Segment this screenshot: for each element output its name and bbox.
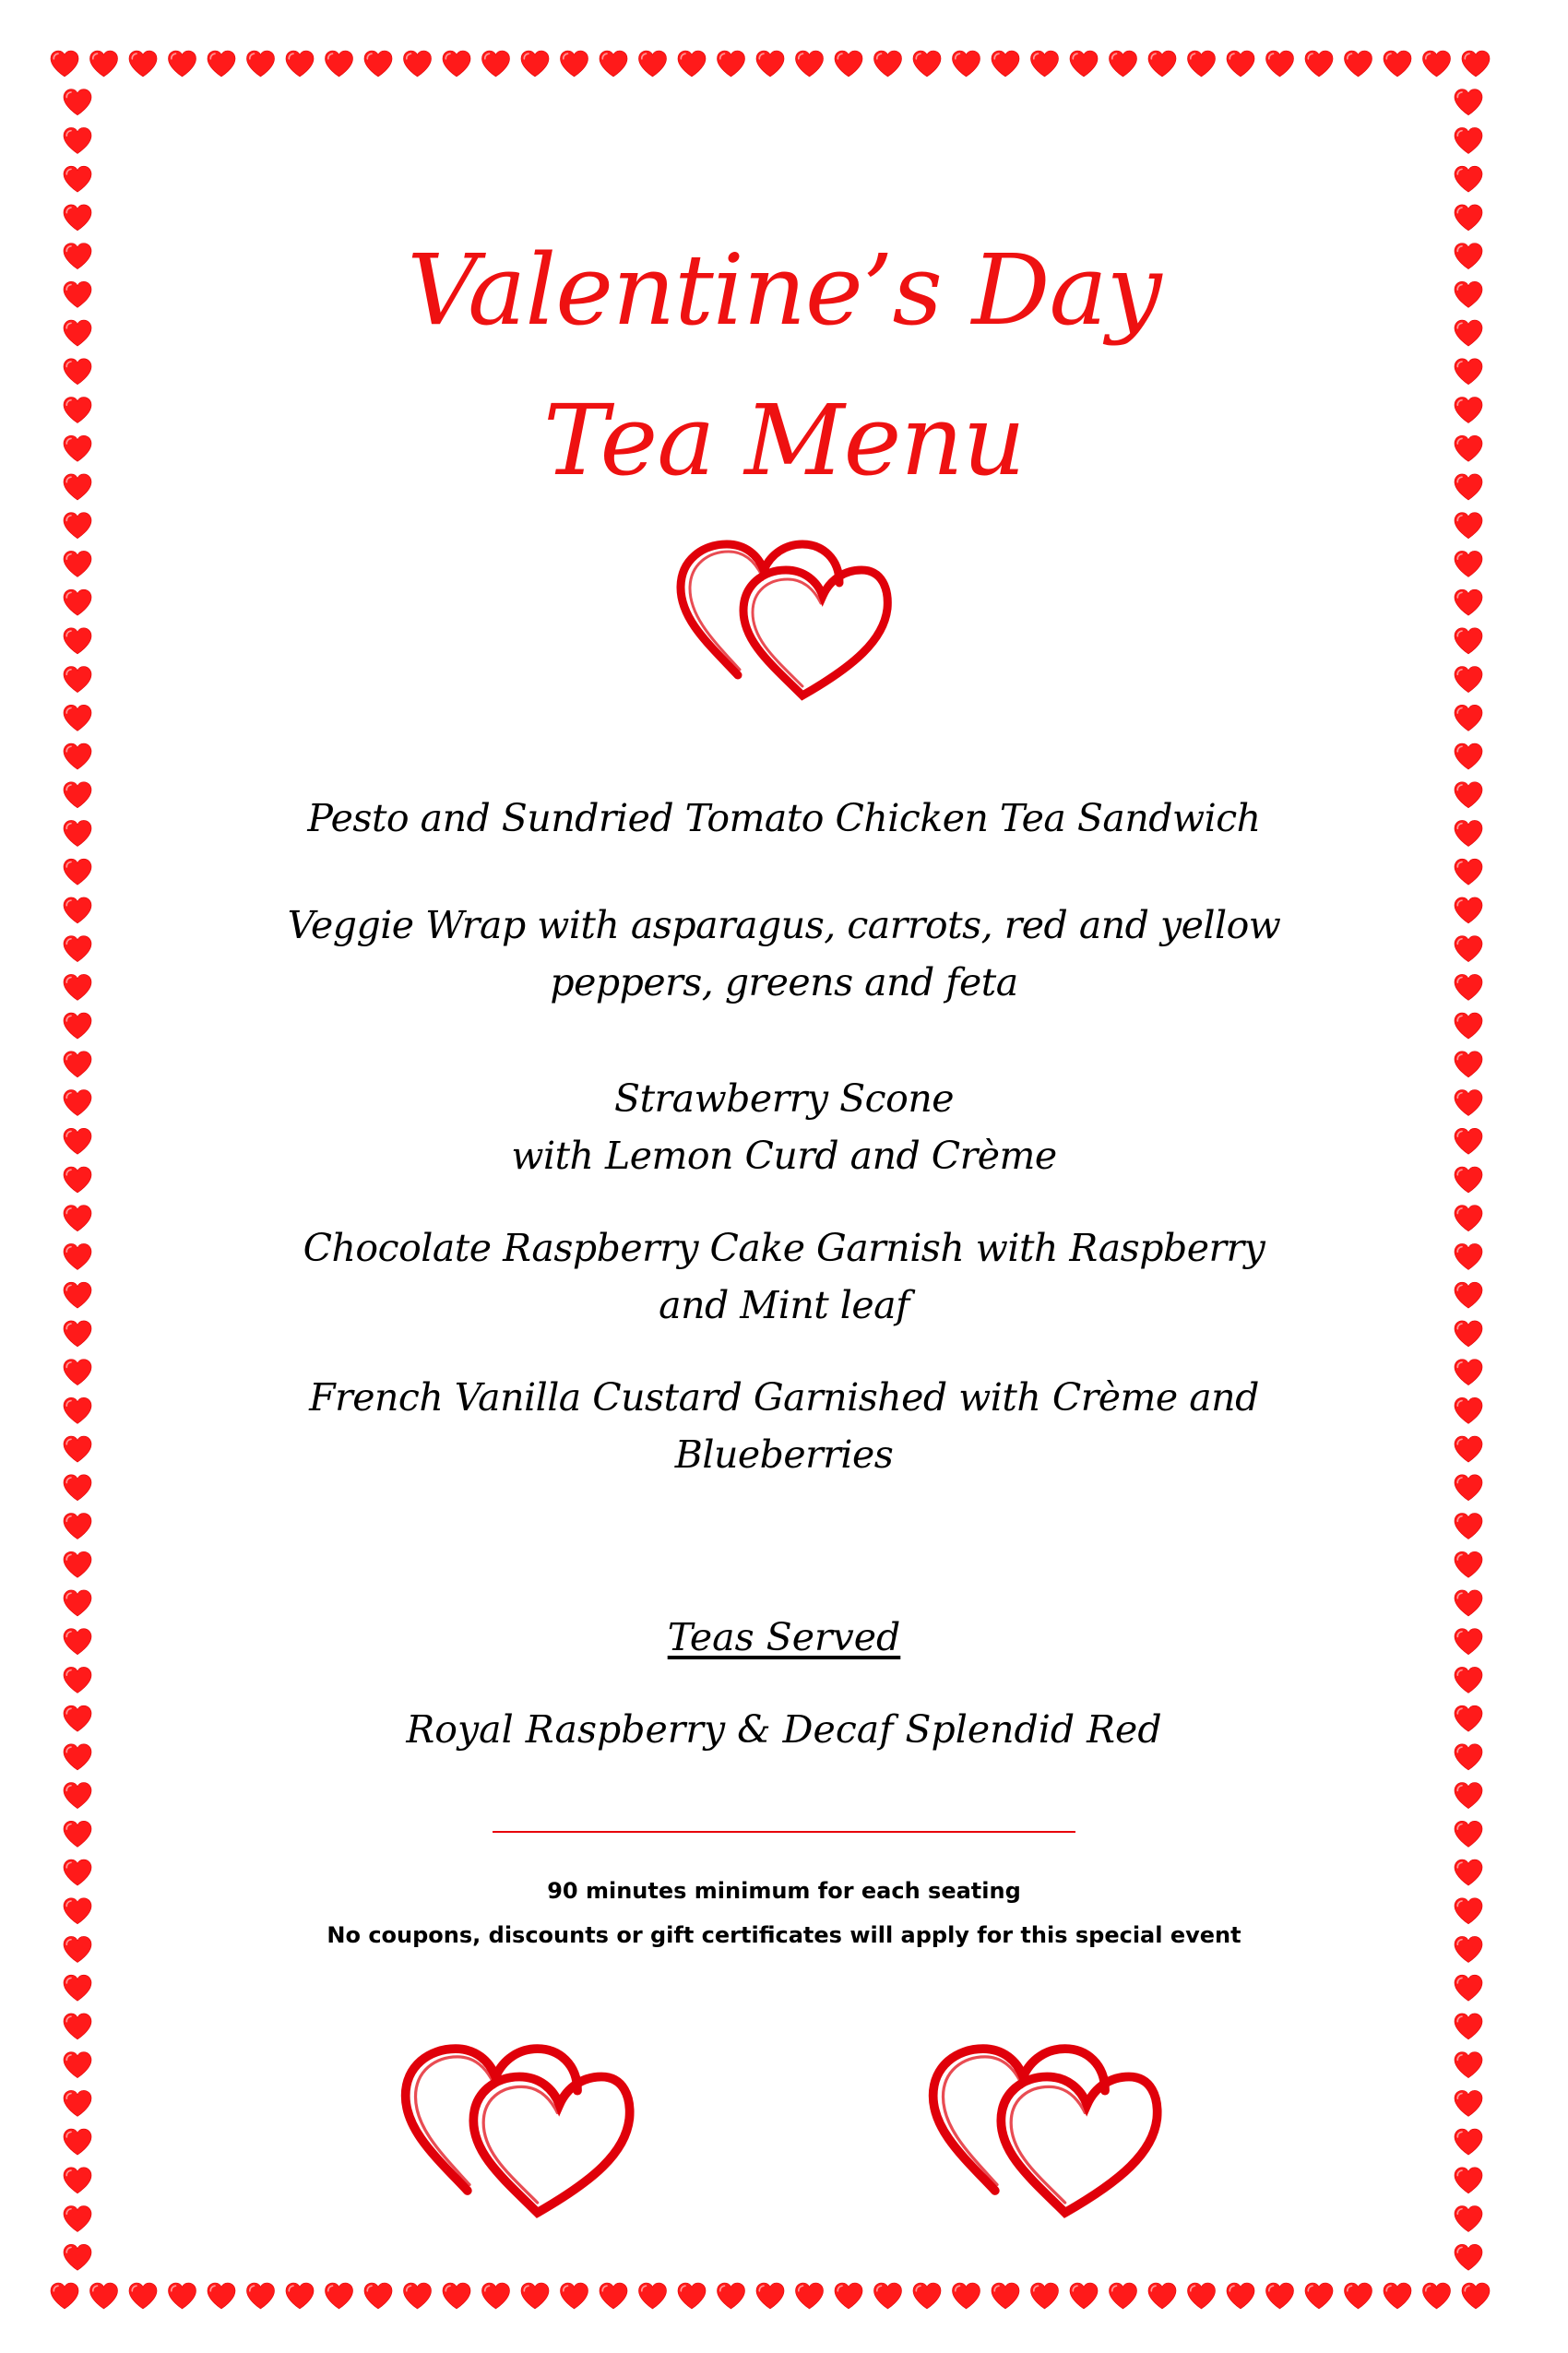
double-heart-icon (673, 537, 895, 703)
menu-item-line: and Mint leaf (659, 1283, 909, 1327)
heart-icon (64, 1514, 91, 1539)
heart-icon (1455, 1167, 1482, 1193)
heart-icon (64, 1475, 91, 1501)
menu-item-line: Pesto and Sundried Tomato Chicken Tea Sandwich (307, 796, 1261, 840)
heart-icon (64, 2206, 91, 2232)
heart-icon (169, 51, 196, 77)
heart-icon (1455, 589, 1482, 615)
menu-item-line: Blueberries (674, 1432, 894, 1477)
heart-icon (1455, 628, 1482, 654)
heart-icon (443, 2283, 470, 2309)
page-title-line-1 (0, 233, 1568, 347)
heart-icon (835, 51, 862, 77)
heart-icon (1455, 2014, 1482, 2039)
heart-icon (51, 2283, 78, 2309)
heart-icon (1462, 51, 1490, 77)
heart-icon (169, 2283, 196, 2309)
divider (493, 1831, 1075, 1833)
heart-icon (64, 1128, 91, 1154)
heart-icon (64, 897, 91, 923)
heart-icon (1455, 1128, 1482, 1154)
heart-icon (1305, 51, 1333, 77)
heart-icon (953, 2283, 980, 2309)
heart-icon (874, 2283, 902, 2309)
heart-icon (1031, 2283, 1059, 2309)
heart-icon (1455, 1551, 1482, 1577)
heart-icon (600, 51, 627, 77)
heart-icon (953, 51, 980, 77)
heart-icon (1188, 51, 1216, 77)
heart-icon (64, 667, 91, 693)
heart-icon (482, 2283, 510, 2309)
heart-icon (64, 820, 91, 846)
heart-icon (64, 1321, 91, 1347)
heart-icon (1455, 820, 1482, 846)
heart-icon (1455, 2244, 1482, 2270)
heart-icon (1455, 127, 1482, 153)
menu-item (231, 897, 1337, 1011)
heart-icon (1455, 359, 1482, 385)
heart-icon (64, 1243, 91, 1269)
heart-icon (756, 51, 784, 77)
heart-icon (1455, 897, 1482, 923)
heart-icon (1455, 513, 1482, 539)
heart-icon (1455, 2129, 1482, 2155)
heart-icon (1148, 2283, 1176, 2309)
heart-icon (404, 2283, 432, 2309)
menu-item (231, 1070, 1337, 1184)
heart-icon (1455, 1397, 1482, 1423)
heart-icon (1455, 89, 1482, 115)
menu-item-line: peppers, greens and feta (550, 960, 1018, 1004)
heart-icon (1455, 1243, 1482, 1269)
heart-icon (64, 1206, 91, 1231)
menu-item (231, 790, 1337, 847)
heart-icon (404, 51, 432, 77)
heart-icon (64, 705, 91, 731)
heart-icon (796, 2283, 824, 2309)
heart-icon (1455, 1783, 1482, 1809)
heart-icon (64, 1783, 91, 1809)
heart-icon (1455, 1360, 1482, 1385)
heart-icon (1110, 51, 1137, 77)
double-heart-icon (398, 2038, 637, 2223)
menu-item (231, 1219, 1337, 1334)
heart-icon (1455, 1975, 1482, 2001)
title-text: Tea Menu (543, 384, 1025, 497)
heart-icon (1462, 2283, 1490, 2309)
heart-icon (1455, 1821, 1482, 1847)
heart-icon (1188, 2283, 1216, 2309)
heart-icon (64, 1167, 91, 1193)
heart-icon (639, 2283, 667, 2309)
heart-icon (874, 51, 902, 77)
heart-icon (1455, 743, 1482, 769)
heart-icon (482, 51, 510, 77)
heart-icon (64, 2014, 91, 2039)
heart-icon (796, 51, 824, 77)
heart-icon (1031, 51, 1059, 77)
heart-icon (1305, 2283, 1333, 2309)
heart-icon (1455, 705, 1482, 731)
heart-icon (64, 1052, 91, 1077)
heart-icon (1227, 51, 1254, 77)
heart-icon (992, 51, 1019, 77)
heart-icon (326, 51, 353, 77)
heart-icon (64, 1397, 91, 1423)
heart-icon (51, 51, 78, 77)
heart-icon (1455, 1206, 1482, 1231)
heart-icon (1455, 1090, 1482, 1116)
heart-icon (992, 2283, 1019, 2309)
heart-icon (561, 2283, 588, 2309)
heart-icon (64, 513, 91, 539)
heart-icon (1110, 2283, 1137, 2309)
heart-icon (561, 51, 588, 77)
heart-icon (1455, 205, 1482, 231)
heart-icon (1455, 2206, 1482, 2232)
heart-icon (64, 2090, 91, 2116)
heart-icon (64, 1360, 91, 1385)
heart-icon (756, 2283, 784, 2309)
heart-icon (247, 51, 275, 77)
teas-list: Royal Raspberry & Decaf Splendid Red (406, 1707, 1162, 1752)
menu-item-line: Veggie Wrap with asparagus, carrots, red and yellow (287, 903, 1281, 947)
heart-icon (1070, 51, 1098, 77)
menu-item-line: Chocolate Raspberry Cake Garnish with Raspberry (303, 1226, 1265, 1270)
heart-icon (1070, 2283, 1098, 2309)
heart-icon (64, 2244, 91, 2270)
double-heart-icon (925, 2038, 1165, 2223)
heart-icon (1423, 2283, 1451, 2309)
heart-icon (1455, 2090, 1482, 2116)
heart-icon (1455, 551, 1482, 576)
heart-icon (1455, 1514, 1482, 1539)
heart-icon (1455, 782, 1482, 808)
heart-icon (1455, 974, 1482, 1000)
heart-icon (1455, 1013, 1482, 1039)
heart-icon (1455, 936, 1482, 962)
heart-icon (64, 1013, 91, 1039)
heart-icon (64, 1975, 91, 2001)
heart-icon (1455, 1321, 1482, 1347)
heart-icon (64, 782, 91, 808)
heart-icon (678, 2283, 706, 2309)
heart-icon (1227, 2283, 1254, 2309)
heart-icon (1455, 1282, 1482, 1308)
heart-icon (364, 2283, 392, 2309)
heart-icon (64, 89, 91, 115)
heart-icon (1455, 1052, 1482, 1077)
heart-icon (64, 2052, 91, 2078)
heart-icon (1455, 667, 1482, 693)
heart-icon (326, 2283, 353, 2309)
heart-icon (1266, 2283, 1294, 2309)
heart-icon (286, 51, 314, 77)
heart-icon (443, 51, 470, 77)
heart-icon (1455, 2052, 1482, 2078)
heart-icon (64, 974, 91, 1000)
heart-icon (64, 1667, 91, 1693)
coupon-note: No coupons, discounts or gift certificates will apply for this special event (327, 1922, 1241, 1948)
menu-item-line: with Lemon Curd and Crème (511, 1134, 1057, 1178)
heart-icon (208, 2283, 235, 2309)
heart-icon (64, 589, 91, 615)
heart-icon (1345, 51, 1372, 77)
heart-icon (521, 51, 549, 77)
heart-icon (90, 51, 118, 77)
menu-item-line: French Vanilla Custard Garnished with Crème and (309, 1375, 1259, 1420)
heart-icon (1455, 1475, 1482, 1501)
heart-icon (1423, 51, 1451, 77)
heart-icon (286, 2283, 314, 2309)
title-text: Valentine’s Day (407, 233, 1161, 347)
heart-icon (64, 1436, 91, 1462)
heart-icon (64, 551, 91, 576)
heart-icon (678, 51, 706, 77)
heart-icon (1384, 2283, 1411, 2309)
seating-note: 90 minutes minimum for each seating (547, 1878, 1021, 1904)
heart-icon (64, 743, 91, 769)
page-title-line-2 (0, 384, 1568, 497)
heart-icon (600, 2283, 627, 2309)
heart-icon (90, 2283, 118, 2309)
heart-icon (64, 2168, 91, 2193)
heart-icon (1455, 859, 1482, 885)
heart-icon (1455, 1436, 1482, 1462)
heart-icon (639, 51, 667, 77)
heart-icon (64, 127, 91, 153)
heart-icon (64, 628, 91, 654)
heart-icon (913, 51, 941, 77)
heart-icon (129, 51, 157, 77)
heart-icon (208, 51, 235, 77)
heart-icon (913, 2283, 941, 2309)
heart-icon (1455, 2168, 1482, 2193)
heart-icon (1266, 51, 1294, 77)
menu-item-line: Strawberry Scone (613, 1076, 954, 1121)
heart-icon (64, 205, 91, 231)
heart-icon (835, 2283, 862, 2309)
menu-item (231, 1369, 1337, 1483)
heart-icon (364, 51, 392, 77)
heart-icon (718, 51, 745, 77)
teas-heading: Teas Served (667, 1615, 901, 1659)
heart-icon (1455, 1667, 1482, 1693)
heart-icon (718, 2283, 745, 2309)
heart-icon (64, 1821, 91, 1847)
heart-icon (521, 2283, 549, 2309)
heart-icon (64, 166, 91, 192)
heart-icon (247, 2283, 275, 2309)
heart-icon (64, 359, 91, 385)
heart-icon (64, 2129, 91, 2155)
heart-icon (1148, 51, 1176, 77)
heart-icon (64, 1282, 91, 1308)
heart-icon (64, 859, 91, 885)
heart-icon (1384, 51, 1411, 77)
heart-icon (1345, 2283, 1372, 2309)
heart-icon (64, 1551, 91, 1577)
heart-icon (1455, 166, 1482, 192)
heart-icon (64, 1090, 91, 1116)
heart-icon (64, 936, 91, 962)
heart-icon (129, 2283, 157, 2309)
